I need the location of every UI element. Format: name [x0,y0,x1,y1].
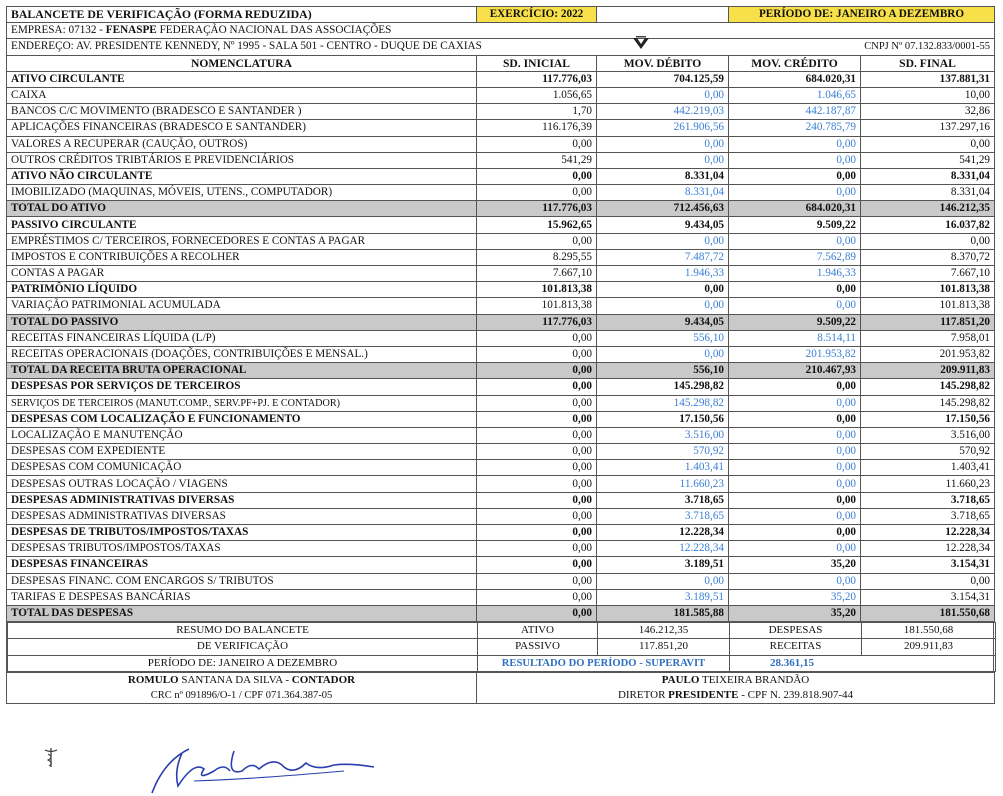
sd-inicial-value: 1,70 [477,104,597,120]
mov-credito-value: 0,00 [729,233,861,249]
sd-final-value: 16.037,82 [861,217,995,233]
sd-final-value: 1.403,41 [861,460,995,476]
mov-credito-value: 0,00 [729,298,861,314]
group-row [7,557,995,573]
col-header-sd-final: SD. FINAL [861,55,995,71]
sd-final-value: 12.228,34 [861,541,995,557]
account-row [7,541,995,557]
signature-table [6,672,995,704]
accounting-caduceus-icon [44,746,58,768]
summary-row-2 [8,639,996,655]
sd-final-value: 3.718,65 [861,508,995,524]
mov-credito-value: 684.020,31 [729,71,861,87]
mov-credito-value: 201.953,82 [729,346,861,362]
mov-credito-value: 1.946,33 [729,266,861,282]
sd-inicial-value: 0,00 [477,589,597,605]
summary-receitas-label: RECEITAS [730,639,862,655]
sd-inicial-value: 0,00 [477,557,597,573]
account-label: DESPESAS DE TRIBUTOS/IMPOSTOS/TAXAS [7,525,477,541]
account-label: CONTAS A PAGAR [7,266,477,282]
mov-debito-value: 12.228,34 [597,541,729,557]
mov-debito-value: 0,00 [597,573,729,589]
accountant-first-name: ROMULO [127,673,179,686]
account-label: TOTAL DO PASSIVO [7,314,477,330]
mov-credito-value: 1.046,65 [729,87,861,103]
result-value: 28.361,15 [730,655,996,671]
account-label: SERVIÇOS DE TERCEIROS (MANUT.COMP., SERV.PF+PJ. E CONTADOR) [7,395,477,411]
account-row [7,120,995,136]
account-label: VALORES A RECUPERAR (CAUÇÃO, OUTROS) [7,136,477,152]
mov-credito-value: 0,00 [729,460,861,476]
mov-debito-value: 0,00 [597,282,729,298]
sd-inicial-value: 0,00 [477,379,597,395]
mov-credito-value: 8.514,11 [729,330,861,346]
mov-debito-value: 3.189,51 [597,557,729,573]
account-label: CAIXA [7,87,477,103]
sd-inicial-value: 1.056,65 [477,87,597,103]
mov-credito-value: 0,00 [729,136,861,152]
mov-debito-value: 556,10 [597,363,729,379]
sd-inicial-value: 0,00 [477,444,597,460]
col-header-sd-inicial: SD. INICIAL [477,55,597,71]
account-label: EMPRÉSTIMOS C/ TERCEIROS, FORNECEDORES E CONTAS A PAGAR [7,233,477,249]
col-header-mov-credito: MOV. CRÉDITO [729,55,861,71]
president-role [477,688,995,704]
group-row [7,168,995,184]
account-label: DESPESAS COM COMUNICAÇÃO [7,460,477,476]
account-label: ATIVO CIRCULANTE [7,71,477,87]
sd-final-value: 3.718,65 [861,492,995,508]
signature-row-2 [7,688,995,704]
sd-inicial-value: 117.776,03 [477,201,597,217]
account-row [7,395,995,411]
group-row [7,525,995,541]
president-role-prefix: DIRETOR [617,688,669,701]
account-label: DESPESAS COM EXPEDIENTE [7,444,477,460]
total-row [7,363,995,379]
sd-final-value: 0,00 [861,233,995,249]
sd-inicial-value: 0,00 [477,233,597,249]
sd-inicial-value: 0,00 [477,411,597,427]
sd-final-value: 541,29 [861,152,995,168]
group-row [7,217,995,233]
mov-debito-value: 12.228,34 [597,525,729,541]
summary-ativo-label: ATIVO [478,623,598,639]
sd-final-value: 12.228,34 [861,525,995,541]
company-line [7,23,995,39]
company-prefix: EMPRESA: 07132 - [11,24,106,37]
president-last-name: TEIXEIRA BRANDÃO [699,673,810,686]
sd-inicial-value: 0,00 [477,185,597,201]
account-label: DESPESAS FINANC. COM ENCARGOS S/ TRIBUTOS [7,573,477,589]
accountant-role: CONTADOR [291,673,356,686]
account-rows [7,71,995,621]
account-row [7,427,995,443]
group-row [7,492,995,508]
sd-final-value: 101.813,38 [861,298,995,314]
account-row [7,136,995,152]
mov-debito-value: 8.331,04 [597,168,729,184]
sd-inicial-value: 0,00 [477,508,597,524]
mov-credito-value: 0,00 [729,541,861,557]
mov-debito-value: 3.516,00 [597,427,729,443]
sd-inicial-value: 0,00 [477,346,597,362]
mov-credito-value: 0,00 [729,185,861,201]
account-label: DESPESAS ADMINISTRATIVAS DIVERSAS [7,508,477,524]
mov-debito-value: 9.434,05 [597,314,729,330]
mov-credito-value: 210.467,93 [729,363,861,379]
summary-row-1 [8,623,996,639]
group-row [7,71,995,87]
account-row [7,346,995,362]
mov-debito-value: 11.660,23 [597,476,729,492]
account-row [7,444,995,460]
account-row [7,573,995,589]
account-label: BANCOS C/C MOVIMENTO (BRADESCO E SANTANDER ) [7,104,477,120]
mov-credito-value: 9.509,22 [729,217,861,233]
sd-inicial-value: 101.813,38 [477,282,597,298]
mov-debito-value: 3.189,51 [597,589,729,605]
president-first-name: PAULO [661,673,700,686]
sd-final-value: 101.813,38 [861,282,995,298]
sd-inicial-value: 0,00 [477,525,597,541]
account-label: DESPESAS POR SERVIÇOS DE TERCEIROS [7,379,477,395]
summary-passivo-label: PASSIVO [478,639,598,655]
group-row [7,379,995,395]
col-header-mov-debito: MOV. DÉBITO [597,55,729,71]
summary-period: PERÍODO DE: JANEIRO A DEZEMBRO [8,655,478,671]
account-label: IMPOSTOS E CONTRIBUIÇÕES A RECOLHER [7,249,477,265]
group-row [7,282,995,298]
account-row [7,589,995,605]
signature-row-1 [7,672,995,688]
summary-despesas-label: DESPESAS [730,623,862,639]
mov-debito-value: 9.434,05 [597,217,729,233]
mov-debito-value: 3.718,65 [597,492,729,508]
account-row [7,185,995,201]
account-label: TOTAL DO ATIVO [7,201,477,217]
sd-inicial-value: 7.667,10 [477,266,597,282]
sd-final-value: 3.154,31 [861,589,995,605]
sd-final-value: 137.881,31 [861,71,995,87]
mov-debito-value: 7.487,72 [597,249,729,265]
account-row [7,152,995,168]
company-suffix: FEDERAÇÃO NACIONAL DAS ASSOCIAÇÕES [156,24,392,37]
mov-debito-value: 712.456,63 [597,201,729,217]
sd-final-value: 7.667,10 [861,266,995,282]
result-label: RESULTADO DO PERÍODO - SUPERAVIT [478,655,730,671]
mov-credito-value: 0,00 [729,444,861,460]
mov-credito-value: 442.187,87 [729,104,861,120]
account-row [7,508,995,524]
account-label: ATIVO NÃO CIRCULANTE [7,168,477,184]
sd-inicial-value: 8.295,55 [477,249,597,265]
sd-inicial-value: 117.776,03 [477,71,597,87]
sd-final-value: 0,00 [861,573,995,589]
mov-debito-value: 0,00 [597,136,729,152]
summary-subtitle: DE VERIFICAÇÃO [8,639,478,655]
sd-inicial-value: 116.176,39 [477,120,597,136]
mov-debito-value: 0,00 [597,152,729,168]
mov-debito-value: 0,00 [597,298,729,314]
account-row [7,460,995,476]
president-role-title: PRESIDENTE [668,688,739,701]
mov-credito-value: 0,00 [729,168,861,184]
sd-final-value: 201.953,82 [861,346,995,362]
account-label: PASSIVO CIRCULANTE [7,217,477,233]
sd-final-value: 570,92 [861,444,995,460]
group-row [7,411,995,427]
mov-credito-value: 0,00 [729,395,861,411]
account-label: DESPESAS FINANCEIRAS [7,557,477,573]
cnpj-line: CNPJ Nº 07.132.833/0001-55 [729,39,995,55]
mov-debito-value: 145.298,82 [597,379,729,395]
mov-debito-value: 145.298,82 [597,395,729,411]
summary-receitas-value: 209.911,83 [862,639,996,655]
mov-credito-value: 35,20 [729,557,861,573]
sd-inicial-value: 541,29 [477,152,597,168]
sd-inicial-value: 0,00 [477,330,597,346]
account-label: OUTROS CRÉDITOS TRIBTÁRIOS E PREVIDENCIÁRIOS [7,152,477,168]
sd-inicial-value: 0,00 [477,573,597,589]
sd-final-value: 10,00 [861,87,995,103]
title-row [7,7,995,23]
sd-final-value: 32,86 [861,104,995,120]
account-label: DESPESAS COM LOCALIZAÇÃO E FUNCIONAMENTO [7,411,477,427]
mov-debito-value: 556,10 [597,330,729,346]
mov-credito-value: 0,00 [729,525,861,541]
sd-final-value: 11.660,23 [861,476,995,492]
total-row [7,201,995,217]
column-header-row [7,55,995,71]
account-row [7,87,995,103]
mov-credito-value: 35,20 [729,605,861,621]
mov-debito-value: 181.585,88 [597,605,729,621]
sd-final-value: 209.911,83 [861,363,995,379]
sd-final-value: 3.154,31 [861,557,995,573]
sd-inicial-value: 101.813,38 [477,298,597,314]
account-label: TOTAL DA RECEITA BRUTA OPERACIONAL [7,363,477,379]
mov-debito-value: 0,00 [597,233,729,249]
account-label: TARIFAS E DESPESAS BANCÁRIAS [7,589,477,605]
mov-credito-value: 0,00 [729,411,861,427]
mov-credito-value: 9.509,22 [729,314,861,330]
president-cpf: - CPF N. 239.818.907-44 [738,688,854,701]
sd-final-value: 0,00 [861,136,995,152]
sd-final-value: 137.297,16 [861,120,995,136]
sd-inicial-value: 0,00 [477,363,597,379]
summary-title: RESUMO DO BALANCETE [8,623,478,639]
account-label: RECEITAS OPERACIONAIS (DOAÇÕES, CONTRIBUIÇÕES E MENSAL.) [7,346,477,362]
federation-emblem-icon [632,36,650,50]
mov-credito-value: 0,00 [729,508,861,524]
sd-inicial-value: 0,00 [477,492,597,508]
sd-inicial-value: 0,00 [477,395,597,411]
mov-debito-value: 570,92 [597,444,729,460]
account-label: DESPESAS OUTRAS LOCAÇÃO / VIAGENS [7,476,477,492]
mov-credito-value: 0,00 [729,379,861,395]
account-row [7,104,995,120]
mov-debito-value: 1.403,41 [597,460,729,476]
mov-credito-value: 35,20 [729,589,861,605]
mov-debito-value: 704.125,59 [597,71,729,87]
total-row [7,605,995,621]
sd-final-value: 145.298,82 [861,395,995,411]
mov-credito-value: 0,00 [729,282,861,298]
sd-final-value: 145.298,82 [861,379,995,395]
summary-passivo-value: 117.851,20 [598,639,730,655]
mov-debito-value: 0,00 [597,346,729,362]
title-spacer [597,7,729,23]
accountant-last-name: SANTANA DA SILVA - [178,673,292,686]
account-row [7,233,995,249]
company-name: FENASPE [105,24,157,37]
sd-final-value: 17.150,56 [861,411,995,427]
account-label: APLICAÇÕES FINANCEIRAS (BRADESCO E SANTANDER) [7,120,477,136]
sd-final-value: 3.516,00 [861,427,995,443]
summary-despesas-value: 181.550,68 [862,623,996,639]
sd-final-value: 146.212,35 [861,201,995,217]
sd-inicial-value: 0,00 [477,427,597,443]
total-row [7,314,995,330]
account-row [7,298,995,314]
account-row [7,330,995,346]
summary-ativo-value: 146.212,35 [598,623,730,639]
account-row [7,476,995,492]
summary-table [7,622,996,672]
mov-credito-value: 240.785,79 [729,120,861,136]
sd-final-value: 8.370,72 [861,249,995,265]
president-name [477,672,995,688]
mov-credito-value: 7.562,89 [729,249,861,265]
sd-inicial-value: 0,00 [477,460,597,476]
account-label: IMOBILIZADO (MAQUINAS, MÓVEIS, UTENS., COMPUTADOR) [7,185,477,201]
mov-debito-value: 17.150,56 [597,411,729,427]
mov-debito-value: 442.219,03 [597,104,729,120]
company-row [7,23,995,39]
account-row [7,266,995,282]
sd-final-value: 8.331,04 [861,168,995,184]
sd-inicial-value: 15.962,65 [477,217,597,233]
account-label: DESPESAS ADMINISTRATIVAS DIVERSAS [7,492,477,508]
sd-inicial-value: 117.776,03 [477,314,597,330]
summary-section [6,622,994,672]
account-label: DESPESAS TRIBUTOS/IMPOSTOS/TAXAS [7,541,477,557]
account-row [7,249,995,265]
mov-credito-value: 0,00 [729,573,861,589]
mov-debito-value: 3.718,65 [597,508,729,524]
col-header-nomenclatura: NOMENCLATURA [7,55,477,71]
document-title: BALANCETE DE VERIFICAÇÃO (FORMA REDUZIDA) [7,7,477,23]
period-badge: PERÍODO DE: JANEIRO A DEZEMBRO [729,7,995,23]
account-label: TOTAL DAS DESPESAS [7,605,477,621]
mov-debito-value: 1.946,33 [597,266,729,282]
mov-debito-value: 0,00 [597,87,729,103]
balance-table [6,6,995,622]
exercise-year-badge: EXERCÍCIO: 2022 [477,7,597,23]
sd-final-value: 8.331,04 [861,185,995,201]
sd-final-value: 181.550,68 [861,605,995,621]
sd-inicial-value: 0,00 [477,605,597,621]
sd-final-value: 7.958,01 [861,330,995,346]
accountant-name [7,672,477,688]
sd-inicial-value: 0,00 [477,168,597,184]
mov-credito-value: 0,00 [729,152,861,168]
accountant-registration: CRC nº 091896/O-1 / CPF 071.364.387-05 [7,688,477,704]
account-label: LOCALIZAÇÃO E MANUTENÇÃO [7,427,477,443]
balance-sheet [6,6,994,704]
sd-inicial-value: 0,00 [477,541,597,557]
mov-credito-value: 0,00 [729,476,861,492]
address-line: ENDEREÇO: AV. PRESIDENTE KENNEDY, Nº 1995 - SALA 501 - CENTRO - DUQUE DE CAXIAS [7,39,729,55]
sd-inicial-value: 0,00 [477,476,597,492]
mov-credito-value: 684.020,31 [729,201,861,217]
sd-final-value: 117.851,20 [861,314,995,330]
sd-inicial-value: 0,00 [477,136,597,152]
mov-credito-value: 0,00 [729,492,861,508]
mov-credito-value: 0,00 [729,427,861,443]
address-row [7,39,995,55]
account-label: PATRIMÔNIO LÍQUIDO [7,282,477,298]
mov-debito-value: 261.906,56 [597,120,729,136]
account-label: RECEITAS FINANCEIRAS LÍQUIDA (L/P) [7,330,477,346]
account-label: VARIAÇÃO PATRIMONIAL ACUMULADA [7,298,477,314]
mov-debito-value: 8.331,04 [597,185,729,201]
summary-row-3 [8,655,996,671]
